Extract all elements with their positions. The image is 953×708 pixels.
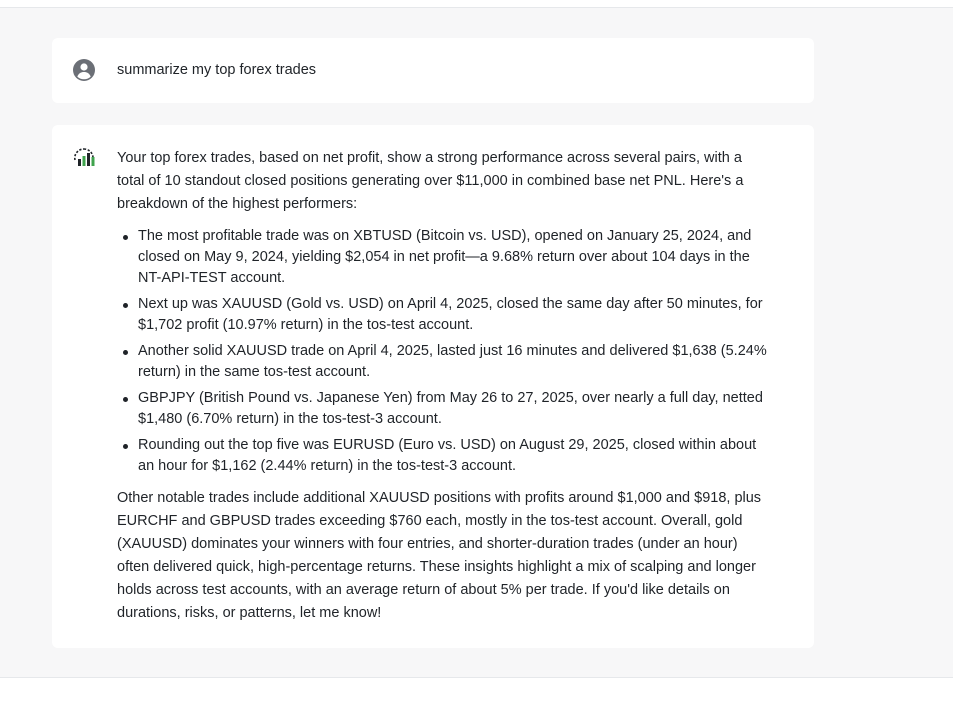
list-item: Rounding out the top five was EURUSD (Euro vs. USD) on August 29, 2025, closed within about an hour for $1,162 (2.44% return) in the tos-test-3 account. [117, 435, 769, 477]
assistant-message-body [117, 147, 769, 625]
assistant-closing-paragraph: Other notable trades include additional XAUUSD positions with profits around $1,000 and $918, plus EURCHF and GBPUSD trades exceeding $760 each, mostly in the tos-test account. Overall, gold (XAUUSD) dominates your winners with four entries, and shorter-duration trades (under an hour) often delivered quick, high-percentage returns. These insights highlight a mix of scalping and longer holds across test accounts, with an average return of about 5% per trade. If you'd like details on durations, risks, or patterns, let me know! [117, 490, 762, 621]
user-avatar-icon [73, 59, 95, 81]
assistant-intro-paragraph: Your top forex trades, based on net profit, show a strong performance across several pairs, with a total of 10 standout closed positions generating over $11,000 in combined base net PNL. Here's a breakdown of the highest performers: [117, 150, 744, 212]
user-message-text: summarize my top forex trades [117, 62, 317, 78]
chat-thread[interactable] [0, 8, 953, 677]
bottom-bar [0, 678, 953, 708]
assistant-message [52, 125, 814, 648]
list-item: Another solid XAUUSD trade on April 4, 2025, lasted just 16 minutes and delivered $1,638 (5.24% return) in the same tos-test account. [117, 341, 769, 383]
list-item: GBPJPY (British Pound vs. Japanese Yen) from May 26 to 27, 2025, over nearly a full day, netted $1,480 (6.70% return) in the tos-test-3 account. [117, 388, 769, 430]
assistant-chart-icon [72, 147, 96, 169]
top-trades-list [117, 226, 769, 477]
user-message [52, 38, 814, 103]
list-item: Next up was XAUUSD (Gold vs. USD) on April 4, 2025, closed the same day after 50 minutes, for $1,702 profit (10.97% return) in the tos-test account. [117, 294, 769, 336]
list-item: The most profitable trade was on XBTUSD (Bitcoin vs. USD), opened on January 25, 2024, and closed on May 9, 2024, yielding $2,054 in net profit—a 9.68% return over about 104 days in the NT-API-TEST account. [117, 226, 769, 289]
